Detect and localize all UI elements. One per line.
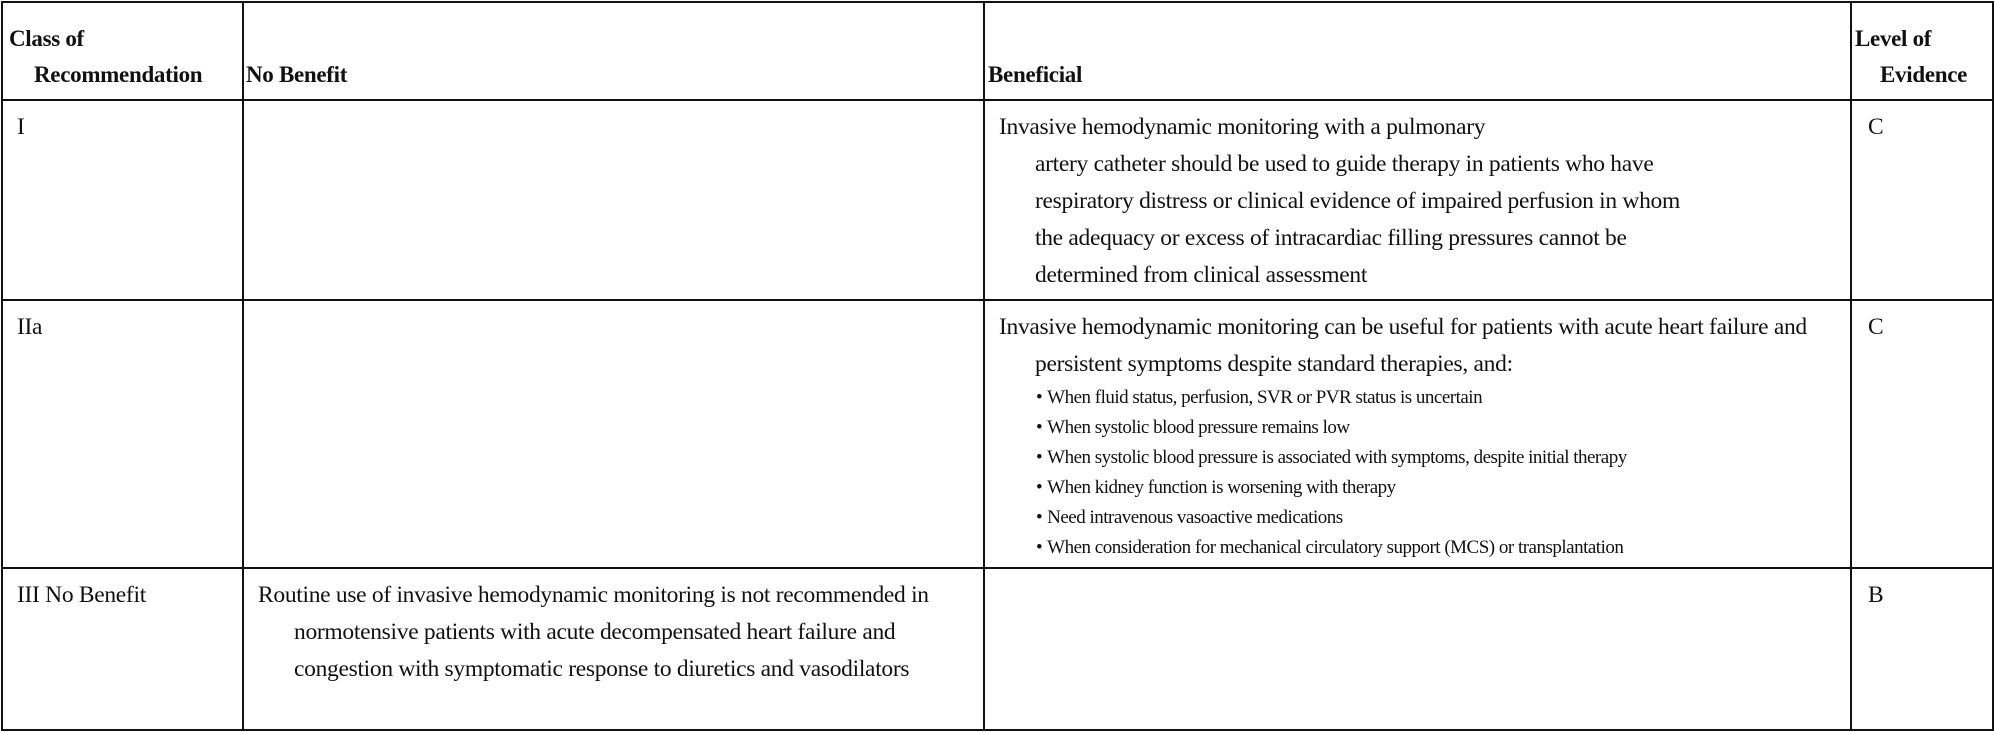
bullet-item: • When systolic blood pressure is associated with symptoms, despite initial therapy [1036, 443, 1850, 473]
bullet-list [985, 383, 1850, 563]
level-of-evidence-value: C [1868, 114, 1884, 140]
level-of-evidence-value: C [1868, 314, 1884, 340]
beneficial-cell [984, 100, 1851, 300]
header-class-line1: Class of [9, 26, 84, 51]
class-label: IIa [17, 314, 43, 340]
bullet-item: • Need intravenous vasoactive medications [1036, 503, 1850, 533]
beneficial-line: Invasive hemodynamic monitoring with a pulmonary [999, 114, 1486, 140]
header-level-line1: Level of [1855, 26, 1932, 51]
header-level-line2: Evidence [1880, 62, 1968, 87]
level-cell [1851, 300, 1993, 568]
header-beneficial-text: Beneficial [988, 62, 1083, 87]
table-header-row [2, 2, 1993, 100]
level-cell [1851, 100, 1993, 300]
class-label: I [17, 114, 25, 140]
class-cell [2, 100, 243, 300]
beneficial-line: determined from clinical assessment [1035, 262, 1368, 288]
no-benefit-cell [243, 100, 984, 300]
table-row [2, 300, 1993, 568]
bullet-item: • When fluid status, perfusion, SVR or PVR status is uncertain [1036, 383, 1850, 413]
header-class-line2: Recommendation [34, 62, 203, 87]
no-benefit-cell [243, 300, 984, 568]
beneficial-line: artery catheter should be used to guide therapy in patients who have [1035, 151, 1654, 177]
table-row [2, 568, 1993, 730]
beneficial-text [985, 101, 1850, 294]
bullet-item: • When kidney function is worsening with therapy [1036, 473, 1850, 503]
class-cell [2, 568, 243, 730]
header-no-benefit [243, 2, 984, 100]
no-benefit-text: Routine use of invasive hemodynamic monitoring is not recommended in normotensive patients with acute decompensated heart failure and congestion with symptomatic response to diuretics and vasodilators [258, 582, 929, 682]
beneficial-line: respiratory distress or clinical evidence of impaired perfusion in whom [1035, 188, 1680, 214]
bullet-item: • When consideration for mechanical circulatory support (MCS) or transplantation [1036, 533, 1850, 563]
beneficial-cell [984, 568, 1851, 730]
table-row [2, 100, 1993, 300]
level-cell [1851, 568, 1993, 730]
class-label: III No Benefit [17, 582, 146, 608]
beneficial-cell [984, 300, 1851, 568]
class-cell [2, 300, 243, 568]
header-level-of-evidence [1851, 2, 1993, 100]
recommendation-table [1, 1, 1994, 731]
bullet-item: • When systolic blood pressure remains low [1036, 413, 1850, 443]
header-class-of-recommendation [2, 2, 243, 100]
beneficial-text: Invasive hemodynamic monitoring can be useful for patients with acute heart failure and persistent symptoms despite standard therapies, and: [999, 314, 1807, 377]
level-of-evidence-value: B [1868, 582, 1884, 608]
beneficial-line: the adequacy or excess of intracardiac filling pressures cannot be [1035, 225, 1627, 251]
header-beneficial [984, 2, 1851, 100]
no-benefit-cell [243, 568, 984, 730]
header-no-benefit-text: No Benefit [246, 62, 348, 87]
